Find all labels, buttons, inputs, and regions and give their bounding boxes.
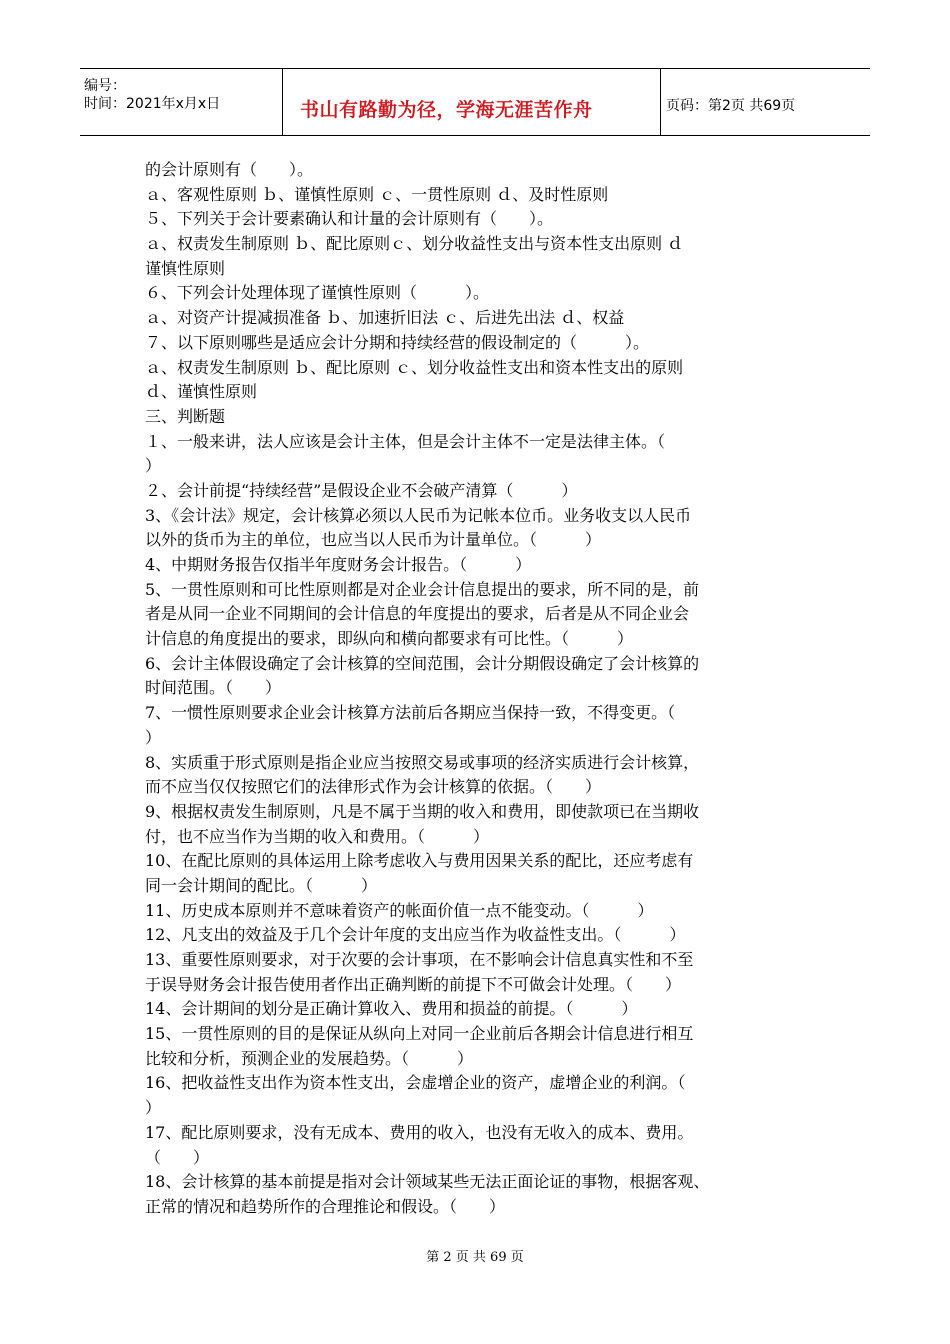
header-info-cell: [80, 69, 283, 135]
text-line: ２、会计前提“持续经营”是假设企业不会破产清算（ ）: [145, 480, 578, 500]
text-line: １、一般来讲，法人应该是会计主体，但是会计主体不一定是法律主体。（: [145, 431, 666, 451]
text-line: 16、把收益性支出作为资本性支出，会虚增企业的资产，虚增企业的利润。（: [145, 1073, 686, 1093]
text-line: ａ、权责发生制原则 ｂ、配比原则ｃ、划分收益性支出与资本性支出原则 ｄ: [145, 234, 684, 254]
text-line: ａ、对资产计提减损准备 ｂ、加速折旧法 ｃ、后进先出法 ｄ、权益: [145, 308, 625, 328]
text-line: 18、会计核算的基本前提是指对会计领域某些无法正面论证的事物，根据客观、: [145, 1172, 710, 1192]
text-line: 15、一贯性原则的目的是保证从纵向上对同一企业前后各期会计信息进行相互: [145, 1024, 694, 1044]
text-line: 17、配比原则要求，没有无成本、费用的收入，也没有无收入的成本、费用。: [145, 1122, 694, 1142]
header-page-cell: [660, 69, 870, 135]
text-line: 7、一惯性原则要求企业会计核算方法前后各期应当保持一致，不得变更。（: [145, 703, 676, 723]
text-line: ６、下列会计处理体现了谨慎性原则（ ）。: [145, 283, 490, 303]
text-line: ７、以下原则哪些是适应会计分期和持续经营的假设制定的（ ）。: [145, 332, 650, 352]
text-line: 者是从同一企业不同期间的会计信息的年度提出的要求，后者是从不同企业会: [145, 604, 690, 624]
text-line: ）: [145, 727, 162, 747]
page-code: 页码：第2页 共69页: [666, 98, 796, 114]
text-line: 的会计原则有（ ）。: [145, 160, 314, 179]
text-line: 9、根据权责发生制原则，凡是不属于当期的收入和费用，即使款项已在当期收: [145, 801, 700, 821]
document-body: [145, 158, 815, 1220]
text-line: 时间范围。（ ）: [145, 678, 282, 698]
text-line: ）: [145, 456, 162, 476]
header-motto-cell: [282, 69, 661, 135]
number-label: 编号：: [84, 78, 126, 94]
text-line: 而不应当仅仅按照它们的法律形式作为会计核算的依据。（ ）: [145, 777, 602, 797]
text-line: 谨慎性原则: [145, 258, 226, 278]
text-line: ｄ、谨慎性原则: [145, 382, 258, 402]
text-line: 4、中期财务报告仅指半年度财务会计报告。（ ）: [145, 555, 532, 574]
text-line: 6、会计主体假设确定了会计核算的空间范围，会计分期假设确定了会计核算的: [145, 653, 700, 673]
text-line: 付，也不应当作为当期的收入和费用。（ ）: [145, 826, 490, 846]
date-line: 时间：2021年x月x日: [84, 96, 221, 112]
motto: 书山有路勤为径，学海无涯苦作舟: [300, 99, 593, 121]
text-line: 计信息的角度提出的要求，即纵向和横向都要求有可比性。（ ）: [145, 629, 634, 649]
text-line: 3、《会计法》规定，会计核算必须以人民币为记帐本位币。业务收支以人民币: [145, 505, 692, 525]
text-line: 10、在配比原则的具体运用上除考虑收入与费用因果关系的配比，还应考虑有: [145, 851, 694, 871]
text-line: 14、会计期间的划分是正确计算收入、费用和损益的前提。（ ）: [145, 999, 638, 1019]
text-line: 三、判断题: [145, 406, 226, 426]
text-line: 比较和分析，预测企业的发展趋势。（ ）: [145, 1048, 474, 1068]
text-line: 11、历史成本原则并不意味着资产的帐面价值一点不能变动。（ ）: [145, 900, 654, 920]
text-line: 以外的货币为主的单位，也应当以人民币为计量单位。（ ）: [145, 530, 602, 550]
text-line: ）: [145, 1098, 162, 1118]
text-line: 正常的情况和趋势所作的合理推论和假设。（ ）: [145, 1196, 506, 1216]
text-line: ａ、权责发生制原则 ｂ、配比原则 ｃ、划分收益性支出和资本性支出的原则: [145, 357, 684, 377]
text-line: ａ、客观性原则 ｂ、谨慎性原则 ｃ、一贯性原则 ｄ、及时性原则: [145, 184, 609, 204]
text-line: 8、实质重于形式原则是指企业应当按照交易或事项的经济实质进行会计核算，: [145, 752, 700, 772]
text-line: （ ）: [145, 1147, 210, 1167]
text-line: ５、下列关于会计要素确认和计量的会计原则有（ ）。: [145, 209, 554, 229]
page-footer: 第 2 页 共 69 页: [426, 1250, 524, 1265]
text-line: 13、重要性原则要求，对于次要的会计事项，在不影响会计信息真实性和不至: [145, 950, 694, 969]
text-line: 5、一贯性原则和可比性原则都是对企业会计信息提出的要求，所不同的是，前: [145, 579, 700, 599]
page-header: [80, 68, 870, 136]
text-line: 于误导财务会计报告使用者作出正确判断的前提下不可做会计处理。（ ）: [145, 974, 682, 994]
text-line: 同一会计期间的配比。（ ）: [145, 875, 378, 895]
text-line: 12、凡支出的效益及于几个会计年度的支出应当作为收益性支出。（ ）: [145, 925, 686, 945]
